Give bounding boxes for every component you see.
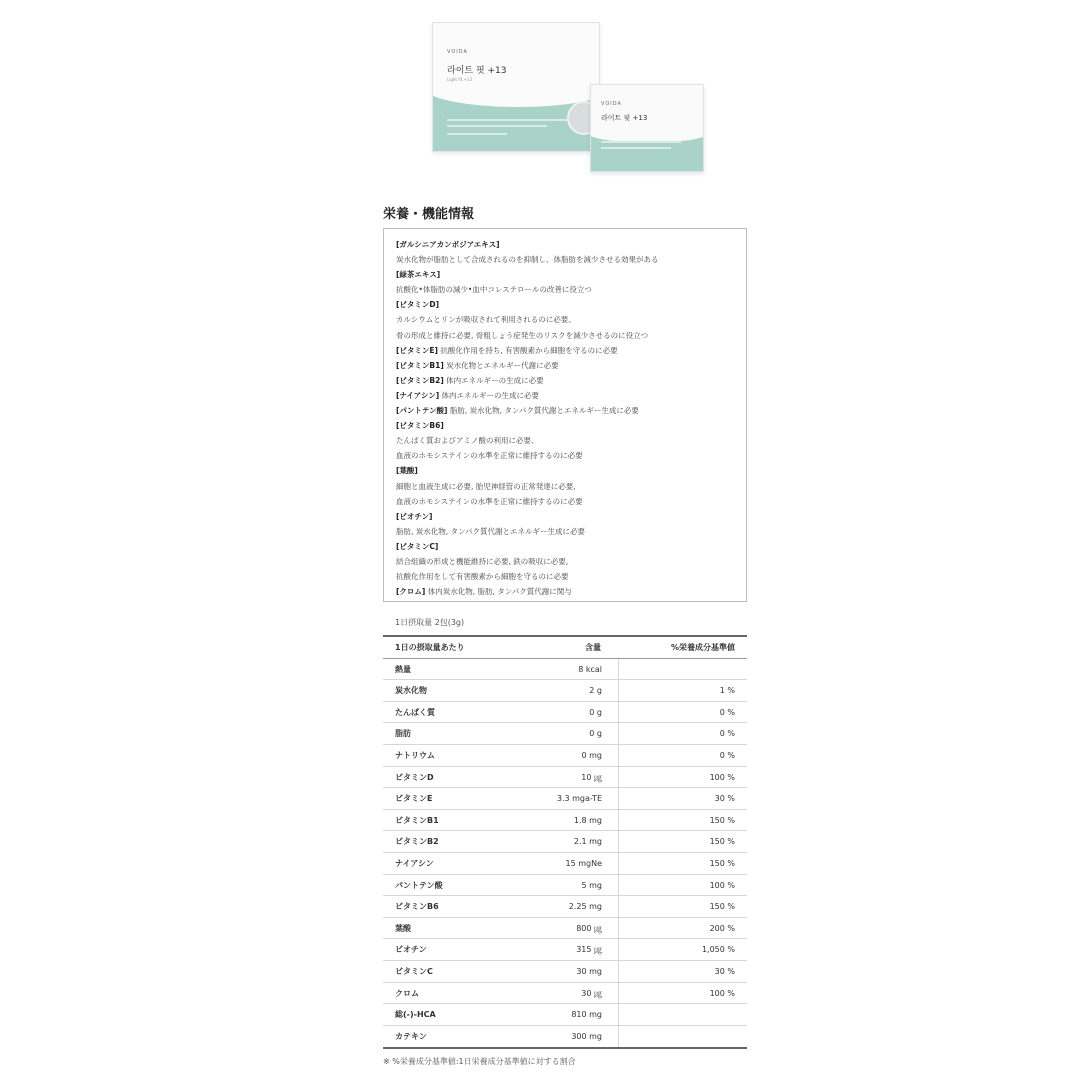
table-row	[383, 1004, 747, 1026]
info-line	[396, 524, 734, 539]
header-per-day: 1日の摂取量あたり	[395, 643, 465, 652]
info-line	[396, 297, 734, 312]
nutrient-amount: 15 mgNe	[523, 853, 619, 874]
nutrient-daily-value: 0 %	[719, 729, 735, 739]
table-header-row	[383, 637, 747, 659]
info-line	[396, 479, 734, 494]
nutrient-name: パントテン酸	[395, 880, 443, 890]
table-row	[383, 702, 747, 724]
info-text: 体内エネルギーの生成に必要	[443, 375, 544, 385]
nutrient-amount: 3.3 mga-TE	[523, 788, 619, 809]
table-row	[383, 875, 747, 897]
footnote: ※ %栄養成分基準値:1日栄養成分基準値に対する割合	[383, 1057, 576, 1066]
nutrient-amount: 315 ㎍	[523, 939, 619, 960]
nutrient-daily-value: 1,050 %	[701, 945, 735, 955]
info-line	[396, 358, 734, 373]
nutrient-name: ビタミンE	[395, 794, 433, 804]
info-text: カルシウムとリンが吸収されて利用されるのに必要、	[396, 315, 576, 325]
info-text: 結合組織の形成と機能維持に必要, 鉄の吸収に必要,	[396, 556, 569, 566]
info-text: たんぱく質およびアミノ酸の利用に必要、	[396, 436, 539, 446]
nutrient-daily-value: 100 %	[709, 988, 735, 998]
serving-size: 1日摂取量 2包(3g)	[395, 618, 465, 627]
info-line	[396, 569, 734, 584]
nutrient-name: 炭水化物	[395, 686, 427, 696]
nutrient-daily-value: 150 %	[709, 837, 735, 847]
info-line	[396, 403, 734, 418]
info-text: 血液のホモシステインの水準を正常に維持するのに必要	[396, 451, 583, 461]
info-line	[396, 343, 734, 358]
info-line	[396, 539, 734, 554]
info-line	[396, 554, 734, 569]
info-tag: [ビオチン]	[396, 511, 433, 521]
nutrient-name: ビタミンB2	[395, 837, 439, 847]
product-name: 라이트 핏 +13	[447, 66, 507, 76]
section-heading: 栄養・機能情報	[383, 207, 475, 222]
nutrient-daily-value: 30 %	[714, 794, 735, 804]
info-line	[396, 373, 734, 388]
info-tag: [パントテン酸]	[396, 406, 448, 416]
nutrient-amount: 1.8 mg	[523, 810, 619, 831]
functional-info-box	[383, 228, 747, 602]
table-row	[383, 659, 747, 681]
nutrient-daily-value: 100 %	[709, 880, 735, 890]
nutrient-daily-value: 1 %	[719, 686, 735, 696]
table-body	[383, 659, 747, 1048]
info-tag: [ナイアシン]	[396, 390, 440, 400]
nutrient-name: たんぱく質	[395, 707, 435, 717]
info-line	[396, 388, 734, 403]
nutrient-name: ナイアシン	[395, 858, 434, 868]
product-image	[430, 20, 710, 180]
nutrient-amount: 0 mg	[523, 745, 619, 766]
nutrient-name: 葉酸	[395, 923, 411, 933]
nutrient-amount: 2.25 mg	[523, 896, 619, 917]
info-text: 抗酸化•体脂肪の減少•血中コレステロールの改善に役立つ	[396, 285, 592, 295]
nutrient-amount: 8 kcal	[523, 659, 619, 680]
table-row	[383, 788, 747, 810]
table-row	[383, 745, 747, 767]
nutrient-name: ビタミンB6	[395, 902, 439, 912]
nutrient-name: ビタミンB1	[395, 815, 439, 825]
info-text: 抗酸化作用をして有害酸素から細胞を守るのに必要	[396, 572, 569, 582]
table-row	[383, 983, 747, 1005]
info-text: 細胞と血液生成に必要, 胎児神経管の正常発達に必要,	[396, 481, 576, 491]
info-text: 骨の形成と維持に必要, 骨粗しょう症発生のリスクを減少させるのに役立つ	[396, 330, 649, 340]
nutrient-daily-value: 150 %	[709, 815, 735, 825]
info-text: 血液のホモシステインの水準を正常に維持するのに必要	[396, 496, 583, 506]
info-text: 体内炭水化物, 脂肪, タンパク質代謝に関与	[425, 587, 572, 597]
info-text: 炭水化物が脂肪として合成されるのを抑制し、体脂肪を減少させる効果がある	[396, 255, 659, 265]
nutrient-amount: 10 ㎍	[523, 767, 619, 788]
info-text: 抗酸化作用を持ち, 有害酸素から細胞を守るのに必要	[437, 345, 618, 355]
table-row	[383, 723, 747, 745]
nutrient-daily-value: 30 %	[714, 966, 735, 976]
nutrition-table	[383, 635, 747, 1049]
info-tag: [ガルシニアカンボジアエキス]	[396, 240, 500, 249]
nutrient-amount: 5 mg	[523, 875, 619, 896]
info-tag: [ビタミンD]	[396, 300, 440, 310]
nutrient-amount: 2.1 mg	[523, 831, 619, 852]
info-text: 脂肪, 炭水化物, タンパク質代謝とエネルギー生成に必要	[396, 526, 586, 536]
info-line	[396, 433, 734, 448]
nutrient-name: カテキン	[395, 1031, 427, 1041]
nutrient-name: 総(-)-HCA	[395, 1010, 436, 1020]
info-line	[396, 418, 734, 433]
nutrient-amount: 30 mg	[523, 961, 619, 982]
info-tag: [ビタミンE]	[396, 345, 438, 355]
table-row	[383, 680, 747, 702]
nutrient-daily-value: 150 %	[709, 902, 735, 912]
info-text: 脂肪, 炭水化物, タンパク質代謝とエネルギー生成に必要	[447, 406, 639, 416]
nutrient-amount: 2 g	[523, 680, 619, 701]
nutrient-name: ビタミンC	[395, 966, 433, 976]
product-pouch	[590, 84, 704, 172]
info-text: 炭水化物とエネルギー代謝に必要	[443, 360, 559, 370]
header-amount: 含量	[585, 643, 601, 652]
nutrient-name: 脂肪	[395, 729, 411, 739]
info-line	[396, 494, 734, 509]
nutrient-daily-value	[619, 1026, 747, 1048]
info-line	[396, 328, 734, 343]
info-text: 体内エネルギーの生成に必要	[439, 390, 540, 400]
info-line	[396, 584, 734, 599]
info-line	[396, 312, 734, 327]
table-row	[383, 1026, 747, 1048]
nutrient-amount: 0 g	[523, 702, 619, 723]
table-row	[383, 939, 747, 961]
product-box	[432, 22, 600, 152]
nutrient-name: 熱量	[395, 664, 411, 674]
info-tag: [ビタミンB2]	[396, 375, 444, 385]
nutrient-amount: 300 mg	[523, 1026, 619, 1048]
info-line	[396, 237, 734, 252]
nutrient-daily-value: 100 %	[709, 772, 735, 782]
info-line	[396, 267, 734, 282]
info-tag: [緑茶エキス]	[396, 270, 441, 280]
pouch-name: 라이트 핏 +13	[601, 114, 648, 122]
nutrient-name: クロム	[395, 988, 419, 998]
info-line	[396, 252, 734, 267]
info-line	[396, 509, 734, 524]
table-row	[383, 896, 747, 918]
table-row	[383, 853, 747, 875]
info-tag: [ビタミンC]	[396, 541, 439, 551]
pouch-brand: VOIDA	[601, 101, 622, 107]
nutrient-daily-value: 0 %	[719, 750, 735, 760]
info-tag: [葉酸]	[396, 466, 418, 476]
table-row	[383, 918, 747, 940]
header-daily-value: %栄養成分基準値	[670, 643, 735, 652]
nutrient-amount: 800 ㎍	[523, 918, 619, 939]
product-subtitle: Light fit +13	[447, 77, 473, 82]
info-line	[396, 463, 734, 478]
nutrient-amount: 810 mg	[523, 1004, 619, 1025]
nutrient-daily-value: 0 %	[719, 707, 735, 717]
info-tag: [ビタミンB1]	[396, 360, 444, 370]
info-line	[396, 448, 734, 463]
table-row	[383, 961, 747, 983]
table-row	[383, 810, 747, 832]
info-tag: [クロム]	[396, 587, 426, 597]
nutrient-daily-value	[619, 659, 747, 680]
nutrient-amount: 30 ㎍	[523, 983, 619, 1004]
nutrient-name: ビオチン	[395, 945, 427, 955]
info-tag: [ビタミンB6]	[396, 421, 444, 431]
product-brand: VOIDA	[447, 49, 468, 55]
nutrient-daily-value: 150 %	[709, 858, 735, 868]
table-row	[383, 831, 747, 853]
nutrient-daily-value	[619, 1004, 747, 1025]
table-row	[383, 767, 747, 789]
nutrient-daily-value: 200 %	[709, 923, 735, 933]
nutrient-amount: 0 g	[523, 723, 619, 744]
nutrient-name: ナトリウム	[395, 750, 435, 760]
info-line	[396, 282, 734, 297]
nutrient-name: ビタミンD	[395, 772, 434, 782]
